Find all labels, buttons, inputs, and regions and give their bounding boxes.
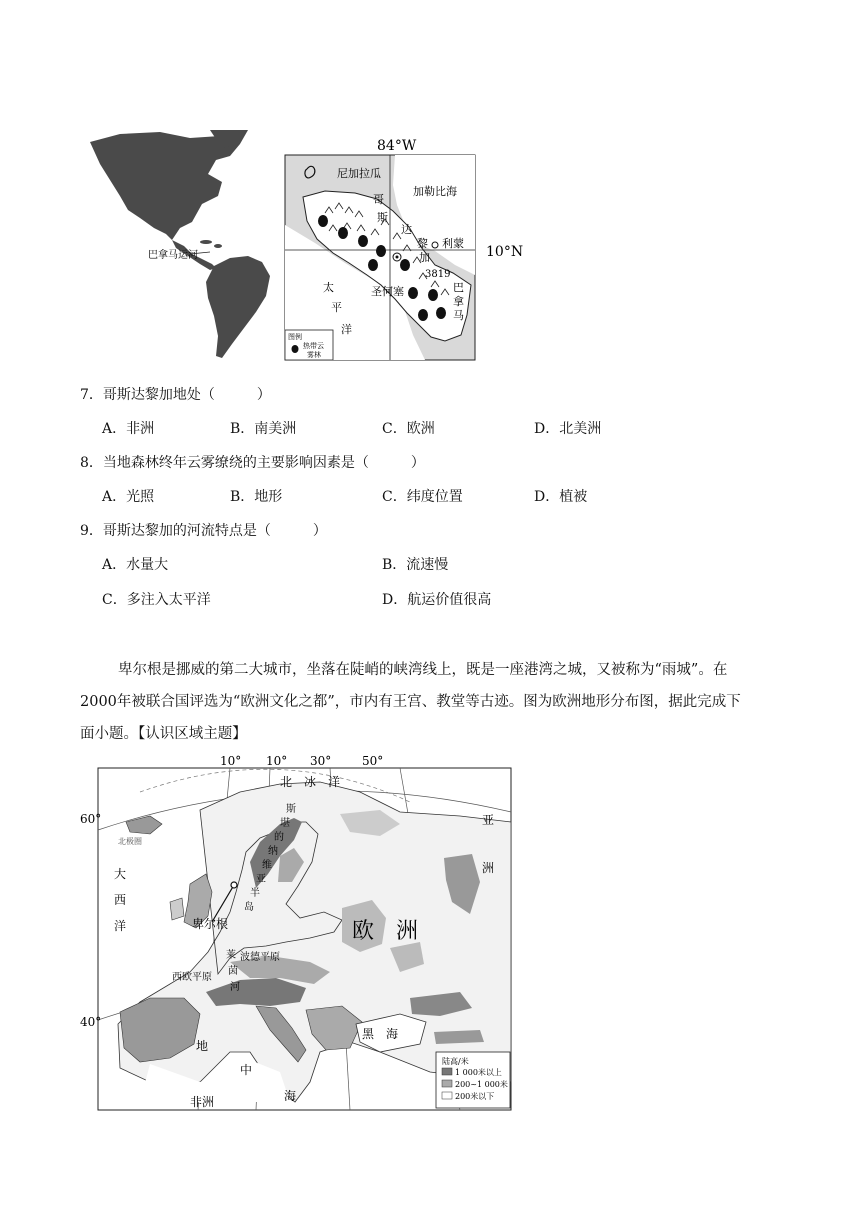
scand-char-4: 纳 (268, 846, 278, 857)
scand-char-1: 斯 (286, 804, 296, 815)
costa-rica-char-2: 斯 (377, 211, 388, 224)
south-america-shape (206, 256, 270, 358)
costa-rica-char-4: 黎 (417, 237, 428, 250)
asia-char-2: 洲 (482, 861, 495, 875)
costa-rica-char-5: 加 (419, 251, 430, 264)
caribbean-label: 加勒比海 (413, 185, 457, 198)
atlantic-char-1: 大 (114, 867, 127, 881)
q8-option-c[interactable]: C．纬度位置 (382, 489, 463, 505)
question-9-stem: 9．哥斯达黎加的河流特点是（ ） (80, 523, 327, 539)
lon-84w-label: 84°W (377, 138, 417, 154)
west-europe-plain-label: 西欧平原 (172, 972, 212, 983)
q8-option-a[interactable]: A．光照 (102, 489, 155, 505)
costa-rica-char-1: 哥 (373, 193, 384, 206)
q7-option-d[interactable]: D．北美洲 (534, 421, 602, 437)
americas-map-svg (80, 130, 540, 365)
scand-char-5: 维 (262, 860, 272, 871)
legend-item-1: 热带云 (303, 342, 324, 350)
lon-30-label: 30° (310, 754, 332, 768)
rhine-char-1: 莱 (226, 950, 236, 961)
atlantic-char-3: 洋 (114, 919, 127, 933)
black-sea-label: 黑 海 (362, 1027, 399, 1041)
figure-europe-terrain (80, 752, 520, 1114)
legend-mid: 200~1 000米 (455, 1080, 508, 1089)
question-8-stem: 8．当地森林终年云雾缭绕的主要影响因素是（ ） (80, 455, 425, 471)
arctic-ocean-label: 北 冰 洋 (280, 775, 341, 789)
panama-char-3: 马 (453, 309, 464, 322)
q7-option-c[interactable]: C．欧洲 (382, 421, 435, 437)
limon-label: 利蒙 (442, 237, 464, 250)
europe-map-svg (80, 752, 520, 1114)
q9-option-c[interactable]: C．多注入太平洋 (102, 592, 211, 608)
q9-option-a[interactable]: A．水量大 (102, 557, 169, 573)
med-char-3: 海 (284, 1089, 297, 1103)
san-jose-label: 圣何塞 (371, 285, 404, 298)
lon-10b-label: 10° (266, 754, 288, 768)
passage-line-2: 2000年被联合国评选为“欧洲文化之都”，市内有王宫、教堂等古迹。图为欧洲地形分布图，据此完成下 (80, 694, 741, 710)
legend-item-2: 雾林 (307, 351, 321, 359)
north-america-shape (90, 132, 240, 240)
q9-option-d[interactable]: D．航运价值很高 (382, 592, 492, 608)
q9-option-b[interactable]: B．流速慢 (382, 557, 449, 573)
atlantic-char-2: 西 (114, 893, 127, 907)
costa-rica-inset (285, 155, 475, 360)
q7-option-a[interactable]: A．非洲 (102, 421, 155, 437)
rhine-char-3: 河 (230, 982, 240, 993)
panama-char-2: 拿 (453, 295, 464, 308)
lon-10a-label: 10° (220, 754, 242, 768)
europe-legend (436, 1052, 510, 1108)
elevation-label: 3819 (425, 269, 451, 280)
pacific-char-3: 洋 (341, 323, 352, 336)
lon-50-label: 50° (362, 754, 384, 768)
lat-40-label: 40° (80, 1015, 102, 1029)
legend-high: 1 000米以上 (455, 1068, 502, 1077)
bergen-label: 卑尔根 (192, 917, 229, 931)
pacific-char-2: 平 (331, 301, 342, 314)
legend-low: 200米以下 (455, 1092, 495, 1101)
med-char-1: 地 (196, 1039, 209, 1053)
scand-char-8: 岛 (244, 902, 254, 913)
polish-plain-label: 波德平原 (240, 952, 280, 963)
pacific-char-1: 太 (323, 281, 334, 294)
q8-option-b[interactable]: B．地形 (230, 489, 283, 505)
passage-line-3: 面小题。【认识区域主题】 (80, 726, 247, 742)
passage-line-1: 卑尔根是挪威的第二大城市，坐落在陡峭的峡湾线上，既是一座港湾之城，又被称为“雨城”。在 (118, 662, 728, 678)
legend-title-2: 陆高/米 (442, 1057, 469, 1066)
lat-10n-label: 10°N (486, 244, 524, 260)
q8-option-d[interactable]: D．植被 (534, 489, 588, 505)
rhine-char-2: 茵 (228, 966, 238, 977)
panama-canal-label: 巴拿马运河 (148, 250, 198, 261)
scand-char-3: 的 (274, 832, 284, 843)
q7-option-b[interactable]: B．南美洲 (230, 421, 297, 437)
nicaragua-label: 尼加拉瓜 (337, 167, 381, 180)
scand-char-6: 亚 (256, 874, 266, 885)
arctic-circle-label: 北极圈 (118, 837, 142, 846)
panama-char-1: 巴 (453, 281, 464, 294)
asia-char-1: 亚 (482, 813, 495, 827)
africa-label: 非洲 (190, 1095, 215, 1109)
med-char-2: 中 (240, 1063, 253, 1077)
europe-label: 欧 洲 (352, 919, 419, 944)
scand-char-7: 半 (250, 888, 260, 899)
figure-americas-costa-rica (80, 130, 540, 365)
question-7-stem: 7．哥斯达黎加地处（ ） (80, 387, 271, 403)
scand-char-2: 堪 (280, 818, 290, 829)
costa-rica-char-3: 达 (401, 223, 412, 236)
lat-60-label: 60° (80, 812, 102, 826)
legend-title: 图例 (288, 333, 302, 341)
